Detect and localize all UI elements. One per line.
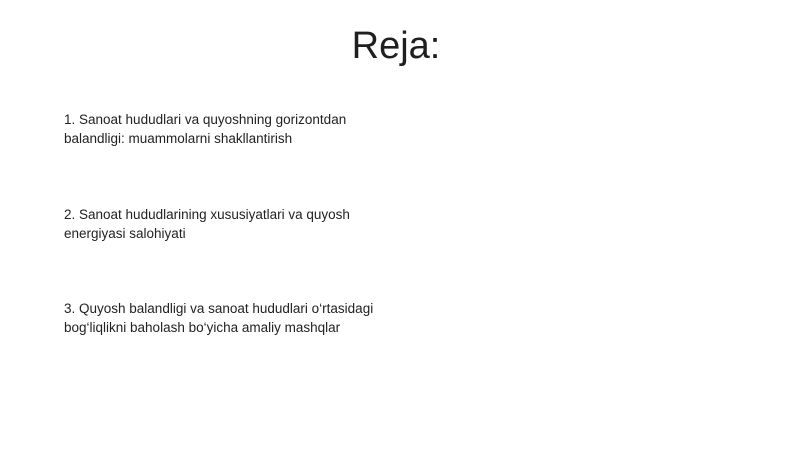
- slide-title: Reja:: [351, 25, 441, 67]
- plan-item-3: 3. Quyosh balandligi va sanoat hududlari o‘rtasidagi bog‘liqlikni baholash bo‘yicha amaliy mashqlar: [64, 301, 374, 335]
- plan-item-1: 1. Sanoat hududlari va quyoshning gorizontdan balandligi: muammolarni shakllantirish: [64, 112, 347, 146]
- plan-item-2: 2. Sanoat hududlarining xususiyatlari va quyosh energiyasi salohiyati: [64, 207, 350, 241]
